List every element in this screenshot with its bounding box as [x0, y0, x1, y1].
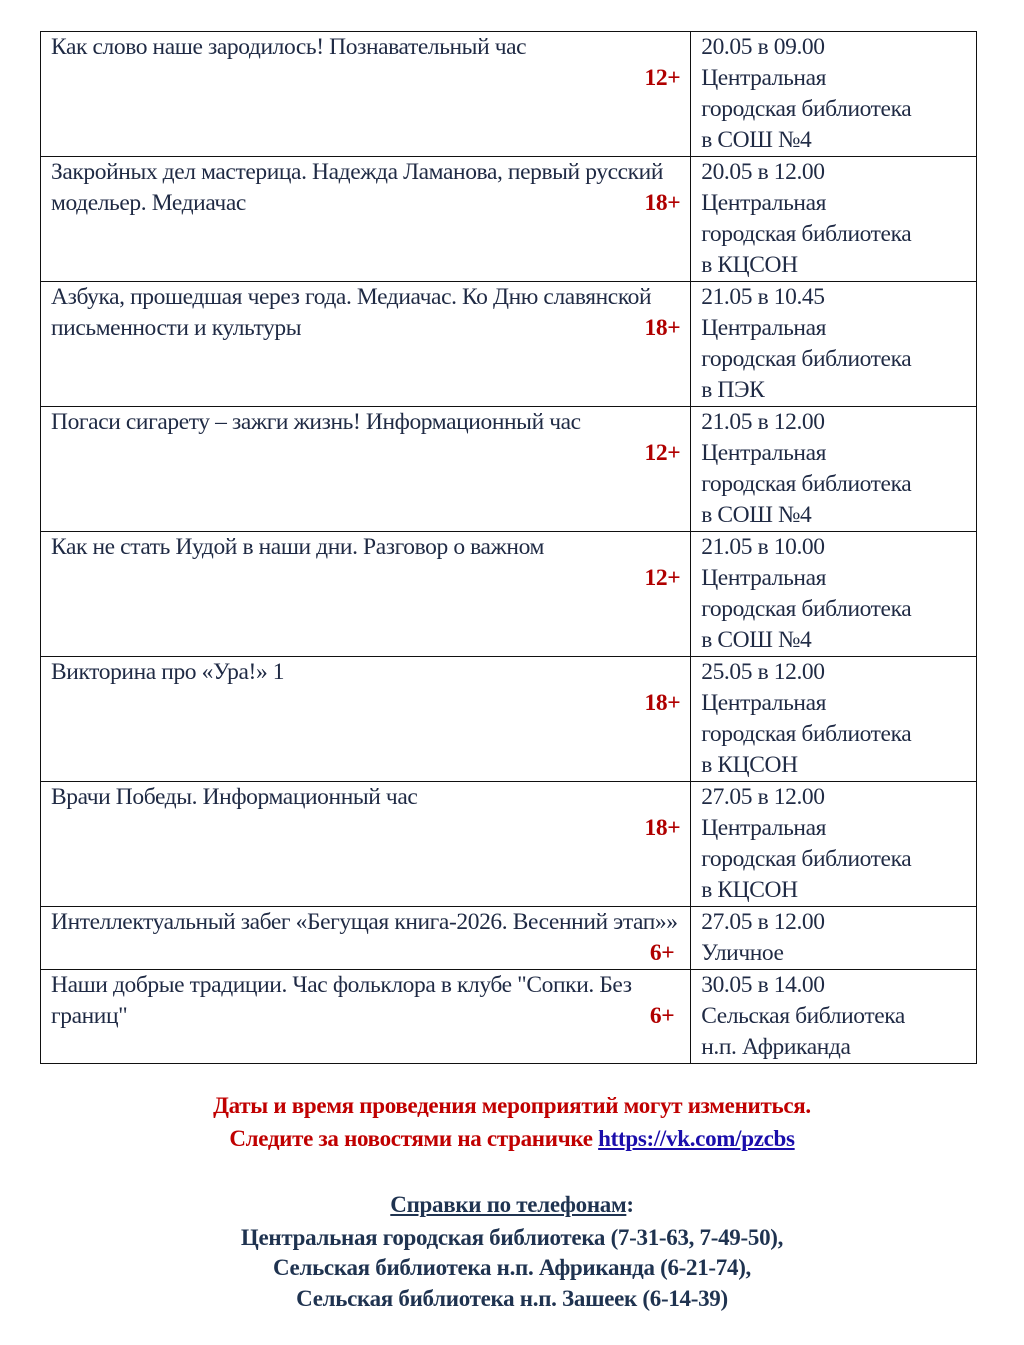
event-datetime: 30.05 в 14.00 [701, 972, 825, 998]
event-row [41, 407, 977, 532]
event-location: городская библиотека [701, 846, 912, 872]
vk-link[interactable]: https://vk.com/pzcbs [598, 1126, 795, 1151]
age-rating-badge: 12+ [644, 65, 681, 91]
event-title: Как не стать Иудой в наши дни. Разговор о важном [51, 534, 544, 560]
event-location: городская библиотека [701, 221, 912, 247]
events-table [40, 31, 977, 1064]
event-row [41, 907, 977, 970]
event-title: Викторина про «Ура!» 1 [51, 659, 285, 685]
event-title: Врачи Победы. Информационный час [51, 784, 418, 810]
event-location: в ПЭК [701, 377, 765, 403]
event-when-where-cell [691, 907, 977, 970]
event-location: городская библиотека [701, 471, 912, 497]
event-location: Сельская библиотека [701, 1003, 905, 1029]
age-rating-badge: 18+ [644, 690, 681, 716]
event-title: Закройных дел мастерица. Надежда Ламанова, первый русский модельер. Медиачас [51, 159, 664, 216]
phone-zasheek: Сельская библиотека н.п. Зашеек (6-14-39) [296, 1286, 728, 1311]
event-location: Уличное [701, 940, 784, 966]
event-row [41, 970, 977, 1064]
age-rating-badge: 18+ [644, 190, 681, 216]
event-location: в СОШ №4 [701, 502, 812, 528]
event-title: Наши добрые традиции. Час фольклора в клубе "Сопки. Без границ" [51, 972, 632, 1029]
event-location: Центральная [701, 690, 827, 716]
event-row [41, 657, 977, 782]
event-location: Центральная [701, 315, 827, 341]
event-when-where-cell [691, 532, 977, 657]
event-datetime: 20.05 в 09.00 [701, 34, 825, 60]
event-location: в КЦСОН [701, 752, 798, 778]
event-title: Интеллектуальный забег «Бегущая книга-2026. Весенний этап»» [51, 909, 678, 935]
event-datetime: 27.05 в 12.00 [701, 909, 825, 935]
event-datetime: 27.05 в 12.00 [701, 784, 825, 810]
age-rating-badge: 12+ [644, 565, 681, 591]
event-location: городская библиотека [701, 721, 912, 747]
event-title-cell [41, 32, 691, 157]
event-datetime: 21.05 в 10.45 [701, 284, 825, 310]
event-title-cell [41, 532, 691, 657]
event-datetime: 20.05 в 12.00 [701, 159, 825, 185]
event-title-cell [41, 782, 691, 907]
event-row [41, 282, 977, 407]
event-location: в СОШ №4 [701, 127, 812, 153]
event-when-where-cell [691, 657, 977, 782]
event-title: Как слово наше зародилось! Познавательный час [51, 34, 527, 60]
event-title-cell [41, 657, 691, 782]
phones-heading-text: Справки по телефонам [390, 1192, 627, 1217]
event-when-where-cell [691, 970, 977, 1064]
event-location: городская библиотека [701, 96, 912, 122]
phone-central: Центральная городская библиотека (7-31-63, 7-49-50), [240, 1225, 784, 1250]
event-title-cell [41, 970, 691, 1064]
event-row [41, 157, 977, 282]
age-rating-badge: 6+ [649, 1003, 675, 1029]
notice-line-1: Даты и время проведения мероприятий могут измениться. [213, 1093, 811, 1118]
event-location: городская библиотека [701, 596, 912, 622]
event-when-where-cell [691, 282, 977, 407]
event-row [41, 782, 977, 907]
phones-heading [0, 1192, 1024, 1218]
event-title: Азбука, прошедшая через года. Медиачас. Ко Дню славянской письменности и культуры [51, 284, 652, 341]
event-when-where-cell [691, 32, 977, 157]
event-row [41, 532, 977, 657]
phones-heading-colon: : [626, 1192, 634, 1217]
event-location: в СОШ №4 [701, 627, 812, 653]
event-location: Центральная [701, 815, 827, 841]
phone-afrikanda: Сельская библиотека н.п. Африканда (6-21-74), [272, 1255, 752, 1280]
event-datetime: 25.05 в 12.00 [701, 659, 825, 685]
event-location: Центральная [701, 440, 827, 466]
event-location: в КЦСОН [701, 252, 798, 278]
age-rating-badge: 18+ [644, 315, 681, 341]
event-datetime: 21.05 в 12.00 [701, 409, 825, 435]
event-location: Центральная [701, 190, 827, 216]
event-location: Центральная [701, 565, 827, 591]
notice-text: Следите за новостями на страничке [229, 1126, 593, 1151]
event-datetime: 21.05 в 10.00 [701, 534, 825, 560]
event-title-cell [41, 407, 691, 532]
event-title-cell [41, 907, 691, 970]
event-location: городская библиотека [701, 346, 912, 372]
event-row [41, 32, 977, 157]
age-rating-badge: 12+ [644, 440, 681, 466]
notice-line-2 [0, 1126, 1024, 1152]
event-title-cell [41, 282, 691, 407]
event-when-where-cell [691, 782, 977, 907]
age-rating-badge: 6+ [649, 940, 675, 966]
event-when-where-cell [691, 157, 977, 282]
age-rating-badge: 18+ [644, 815, 681, 841]
event-when-where-cell [691, 407, 977, 532]
event-location: в КЦСОН [701, 877, 798, 903]
event-location: Центральная [701, 65, 827, 91]
event-location: н.п. Африканда [701, 1034, 851, 1060]
event-title: Погаси сигарету – зажги жизнь! Информационный час [51, 409, 581, 435]
event-title-cell [41, 157, 691, 282]
